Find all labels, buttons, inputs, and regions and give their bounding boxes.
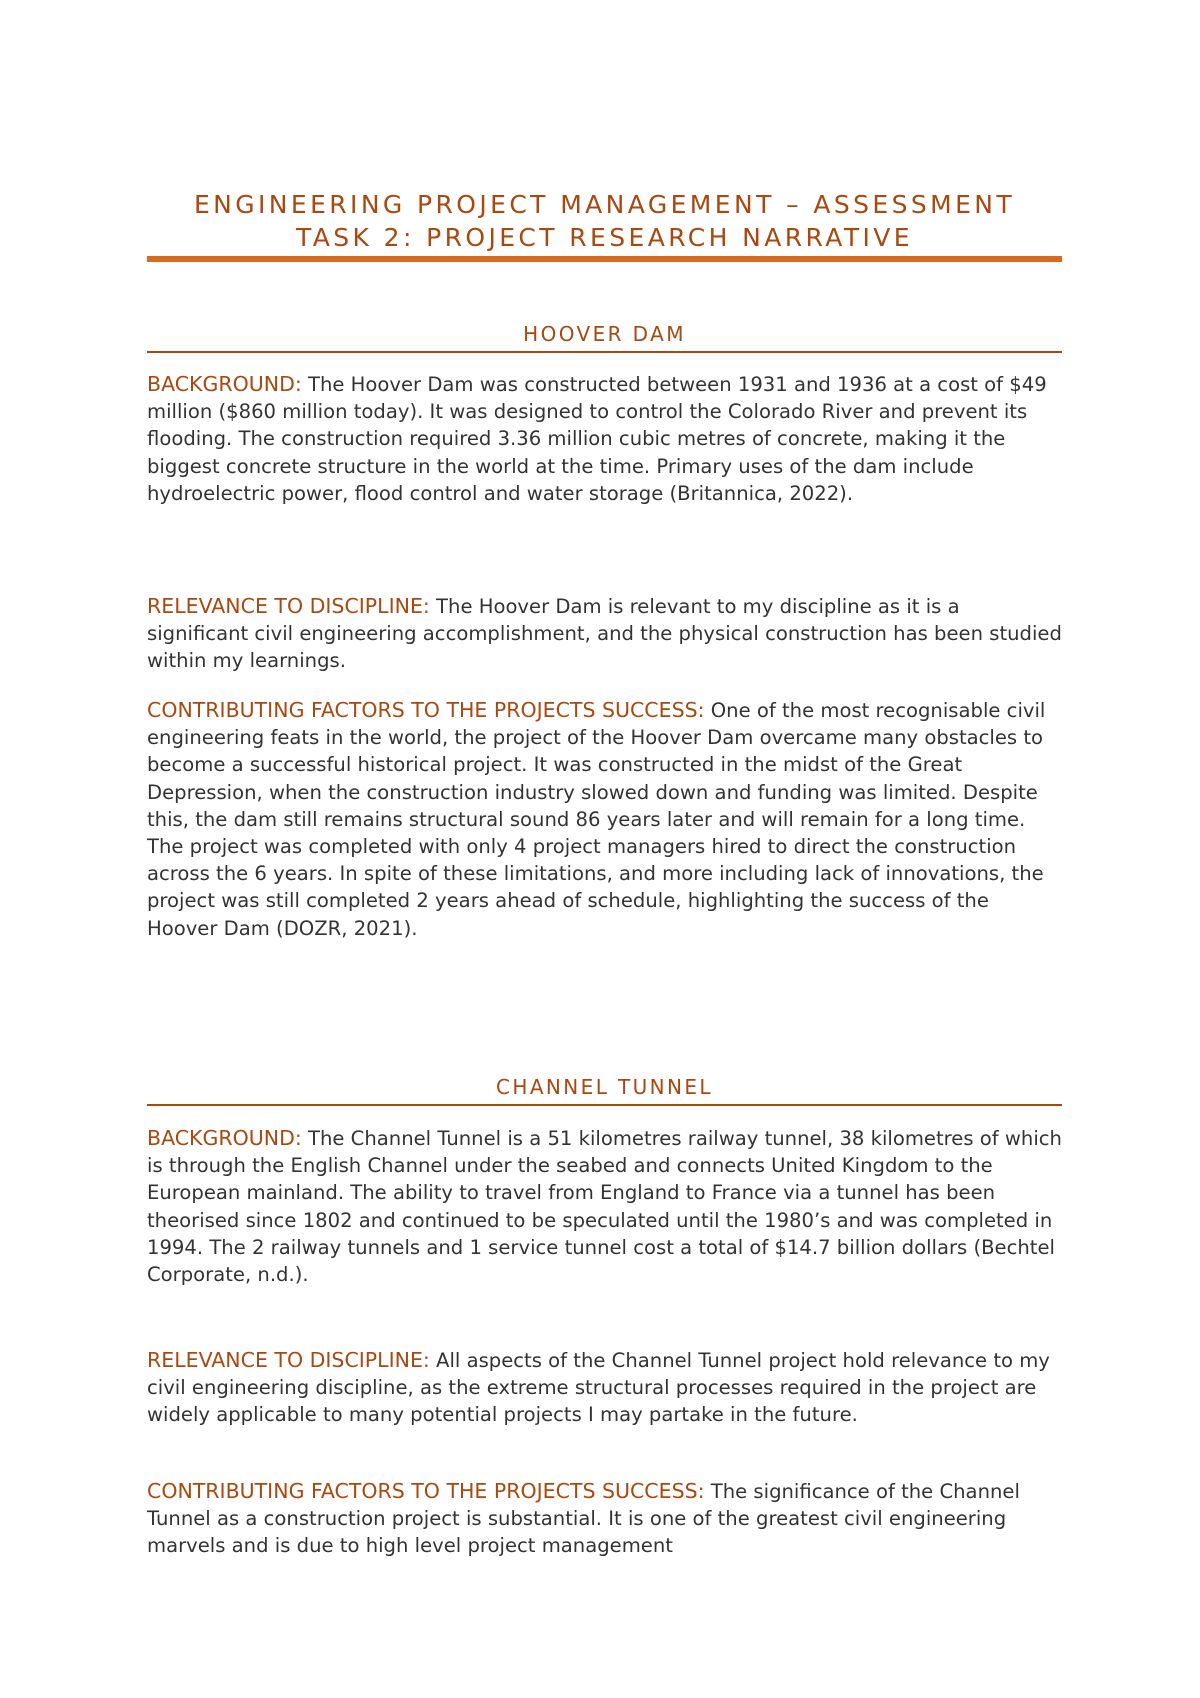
title-divider: [147, 256, 1062, 262]
background-label: BACKGROUND:: [147, 1126, 302, 1150]
background-label: BACKGROUND:: [147, 372, 302, 396]
channel-background-paragraph: [147, 1125, 1062, 1288]
relevance-text: The Hoover Dam is relevant to my discipline as it is a significant civil engineering accomplishment, and the physical construction has been studied within my learnings.: [147, 595, 1062, 673]
hoover-relevance-paragraph: [147, 593, 1062, 675]
background-text: The Hoover Dam was constructed between 1931 and 1936 at a cost of $49 million ($860 million today). It was designed to control the Colorado River and prevent its flooding. The construction required 3.36 million cubic metres of concrete, making it the biggest concrete structure in the world at the time. Primary uses of the dam include hydroelectric power, flood control and water storage (Britannica, 2022).: [147, 373, 1047, 505]
channel-relevance-paragraph: [147, 1347, 1062, 1429]
relevance-text: All aspects of the Channel Tunnel project hold relevance to my civil engineering discipline, as the extreme structural processes required in the project are widely applicable to many potential projects I may partake in the future.: [147, 1349, 1050, 1427]
factors-label: CONTRIBUTING FACTORS TO THE PROJECTS SUCCESS:: [147, 1479, 705, 1503]
document-title-line-1: ENGINEERING PROJECT MANAGEMENT – ASSESSMENT: [193, 190, 1016, 219]
hoover-factors-paragraph: [147, 697, 1062, 942]
section-heading-channel-tunnel: CHANNEL TUNNEL: [496, 1075, 713, 1099]
section-divider-hoover-dam: [147, 351, 1062, 353]
channel-factors-paragraph: [147, 1478, 1062, 1560]
factors-text: The significance of the Channel Tunnel as a construction project is substantial. It is one of the greatest civil engineering marvels and is due to high level project management: [147, 1480, 1020, 1558]
relevance-label: RELEVANCE TO DISCIPLINE:: [147, 594, 430, 618]
section-divider-channel-tunnel: [147, 1104, 1062, 1106]
background-text: The Channel Tunnel is a 51 kilometres railway tunnel, 38 kilometres of which is through the English Channel under the seabed and connects United Kingdom to the European mainland. The ability to travel from England to France via a tunnel has been theorised since 1802 and continued to be speculated until the 1980’s and was completed in 1994. The 2 railway tunnels and 1 service tunnel cost a total of $14.7 billion dollars (Bechtel Corporate, n.d.).: [147, 1127, 1062, 1287]
factors-text: One of the most recognisable civil engineering feats in the world, the project of the Hoover Dam overcame many obstacles to become a successful historical project. It was constructed in the midst of the Great Depression, when the construction industry slowed down and funding was limited. Despite this, the dam still remains structural sound 86 years later and will remain for a long time. The project was completed with only 4 project managers hired to direct the construction across the 6 years. In spite of these limitations, and more including lack of innovations, the project was still completed 2 years ahead of schedule, highlighting the success of the Hoover Dam (DOZR, 2021).: [147, 699, 1046, 940]
hoover-background-paragraph: [147, 371, 1062, 507]
section-heading-hoover-dam: HOOVER DAM: [523, 322, 686, 346]
relevance-label: RELEVANCE TO DISCIPLINE:: [147, 1348, 430, 1372]
document-title: [147, 188, 1062, 254]
document-title-line-2: TASK 2: PROJECT RESEARCH NARRATIVE: [296, 223, 913, 252]
factors-label: CONTRIBUTING FACTORS TO THE PROJECTS SUCCESS:: [147, 698, 705, 722]
